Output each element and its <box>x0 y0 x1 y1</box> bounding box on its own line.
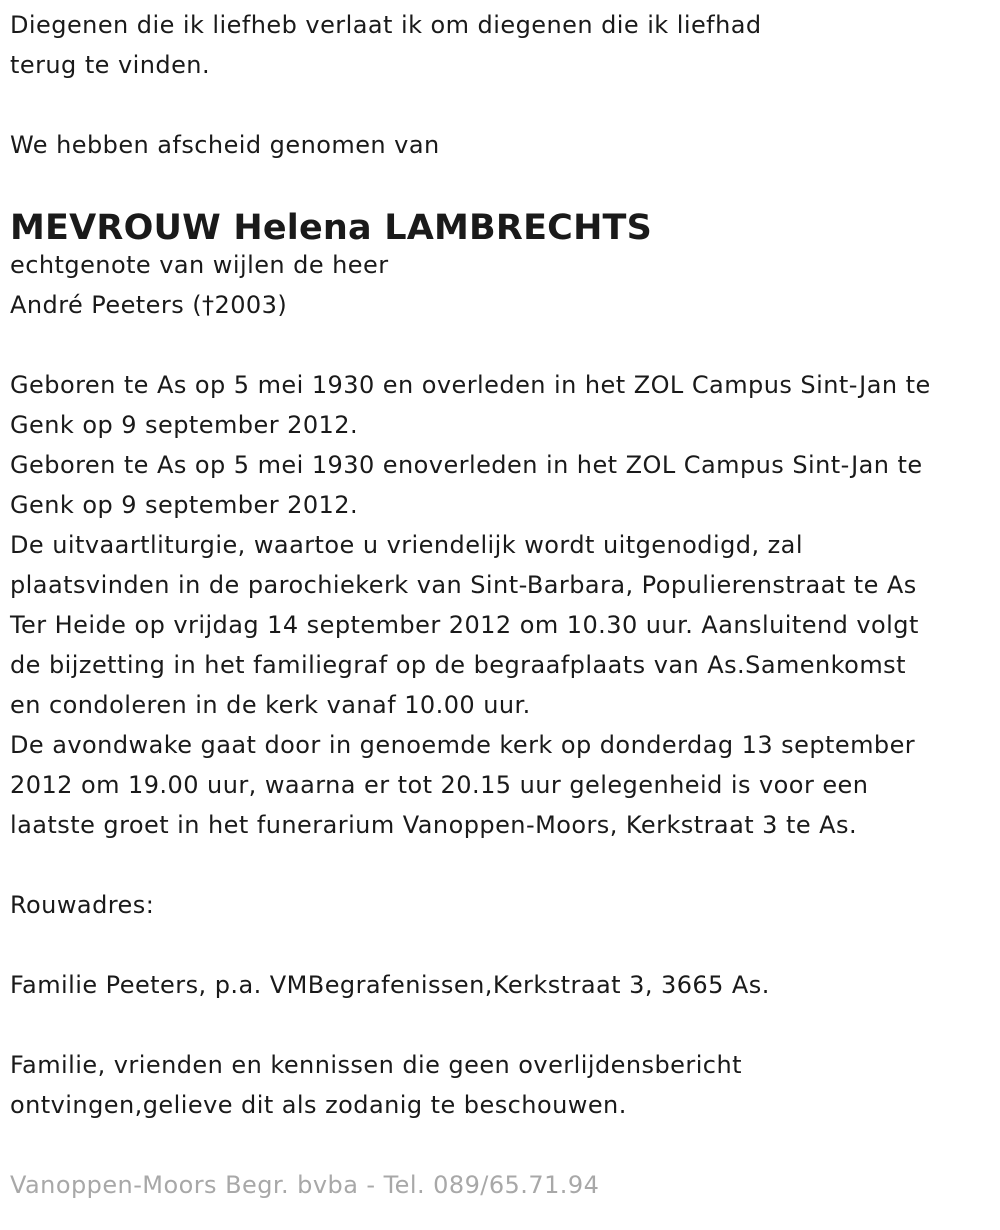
opening-quote-line-1: Diegenen die ik liefheb verlaat ik om diegenen die ik liefhad <box>10 11 762 39</box>
spacer <box>10 165 985 205</box>
body-line: De avondwake gaat door in genoemde kerk op donderdag 13 september <box>10 731 916 759</box>
body-line: en condoleren in de kerk vanaf 10.00 uur. <box>10 691 531 719</box>
body-line: Ter Heide op vrijdag 14 september 2012 om 10.30 uur. Aansluitend volgt <box>10 611 919 639</box>
spacer <box>10 925 985 965</box>
body-line: de bijzetting in het familiegraf op de begraafplaats van As.Samenkomst <box>10 651 906 679</box>
body-line: Genk op 9 september 2012. <box>10 491 359 519</box>
spacer <box>10 845 985 885</box>
death-notice <box>10 5 985 1205</box>
spouse-line-2: André Peeters (†2003) <box>10 291 288 319</box>
body-line: plaatsvinden in de parochiekerk van Sint-Barbara, Populierenstraat te As <box>10 571 917 599</box>
closing-line-1: Familie, vrienden en kennissen die geen overlijdensbericht <box>10 1051 742 1079</box>
opening-quote-line-2: terug te vinden. <box>10 51 211 79</box>
intro-text: We hebben afscheid genomen van <box>10 131 440 159</box>
body-line: Geboren te As op 5 mei 1930 en overleden in het ZOL Campus Sint-Jan te <box>10 371 931 399</box>
spacer <box>10 1125 985 1165</box>
body-line: Geboren te As op 5 mei 1930 enoverleden in het ZOL Campus Sint-Jan te <box>10 451 923 479</box>
mourning-address-label: Rouwadres: <box>10 891 155 919</box>
deceased-name: MEVROUW Helena LAMBRECHTS <box>10 208 653 248</box>
spacer <box>10 1005 985 1045</box>
body-line: laatste groet in het funerarium Vanoppen-Moors, Kerkstraat 3 te As. <box>10 811 858 839</box>
mourning-address: Familie Peeters, p.a. VMBegrafenissen,Kerkstraat 3, 3665 As. <box>10 971 770 999</box>
closing-line-2: ontvingen,gelieve dit als zodanig te beschouwen. <box>10 1091 627 1119</box>
spacer <box>10 325 985 365</box>
body-line: Genk op 9 september 2012. <box>10 411 359 439</box>
spouse-line-1: echtgenote van wijlen de heer <box>10 251 389 279</box>
body-line: 2012 om 19.00 uur, waarna er tot 20.15 uur gelegenheid is voor een <box>10 771 869 799</box>
spacer <box>10 85 985 125</box>
body-line: De uitvaartliturgie, waartoe u vriendelijk wordt uitgenodigd, zal <box>10 531 803 559</box>
funeral-home-footer: Vanoppen-Moors Begr. bvba - Tel. 089/65.71.94 <box>10 1171 600 1199</box>
